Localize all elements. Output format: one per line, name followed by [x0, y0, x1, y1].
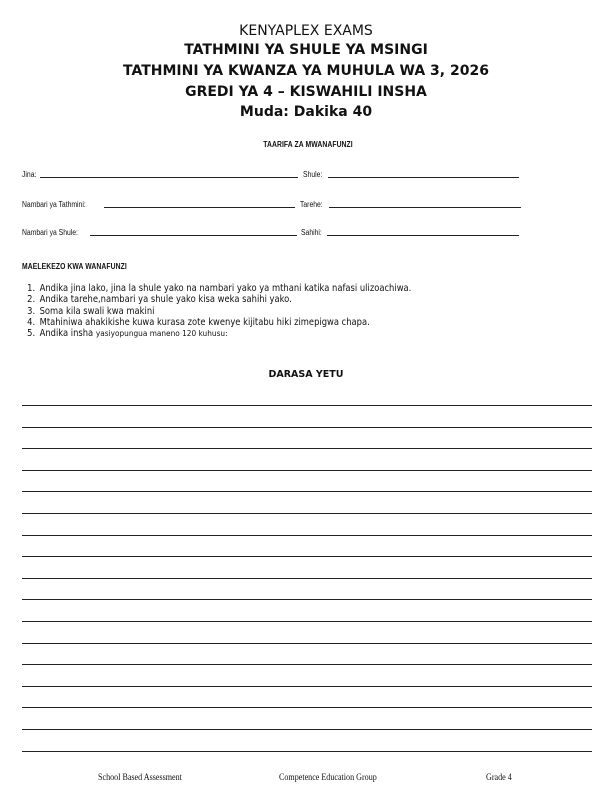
exam-level-title: TATHMINI YA SHULE YA MSINGI — [184, 42, 428, 58]
exam-organization: KENYAPLEX EXAMS — [239, 23, 373, 39]
footer-right: Grade 4 — [486, 773, 512, 783]
instruction-item: 4. Mtahiniwa ahakikishe kuwa kurasa zote kwenye kijitabu hiki zimepigwa chapa. — [38, 317, 412, 328]
writing-line[interactable] — [22, 405, 592, 406]
exam-number-label: Nambari ya Tathmini: — [22, 200, 86, 209]
writing-line[interactable] — [22, 599, 592, 600]
school-label: Shule: — [303, 170, 323, 179]
writing-line[interactable] — [22, 427, 592, 428]
writing-line[interactable] — [22, 535, 592, 536]
instruction-text-small: yasiyopungua maneno 120 kuhusu: — [95, 328, 228, 339]
date-label: Tarehe: — [300, 200, 323, 209]
name-label: Jina: — [22, 170, 37, 179]
footer-center: Competence Education Group — [279, 773, 377, 783]
school-number-field[interactable] — [90, 235, 297, 236]
writing-line[interactable] — [22, 556, 592, 557]
exam-subject-title: GREDI YA 4 – KISWAHILI INSHA — [185, 84, 427, 100]
writing-line[interactable] — [22, 621, 592, 622]
student-info-heading: TAARIFA ZA MWANAFUNZI — [263, 140, 353, 149]
essay-topic-title: DARASA YETU — [268, 369, 344, 380]
name-field[interactable] — [40, 177, 298, 178]
writing-line[interactable] — [22, 578, 592, 579]
instruction-text: Andika insha — [39, 328, 96, 340]
school-field[interactable] — [328, 177, 519, 178]
exam-term-title: TATHMINI YA KWANZA YA MUHULA WA 3, 2026 — [123, 63, 489, 79]
signature-label: Sahihi: — [301, 228, 322, 237]
exam-duration: Muda: Dakika 40 — [239, 104, 373, 120]
writing-line[interactable] — [22, 707, 592, 708]
writing-line[interactable] — [22, 729, 592, 730]
instructions-list — [18, 283, 411, 339]
instruction-item: 2. Andika tarehe,nambari ya shule yako kisa weka sahihi yako. — [38, 294, 412, 305]
instruction-item: 1. Andika jina lako, jina la shule yako na nambari yako ya mthani katika nafasi ulizoachiwa. — [38, 283, 412, 294]
writing-line[interactable] — [22, 470, 592, 471]
writing-line[interactable] — [22, 448, 592, 449]
date-field[interactable] — [329, 207, 521, 208]
instruction-item: 3. Soma kila swali kwa makini — [38, 306, 412, 317]
signature-field[interactable] — [327, 235, 519, 236]
writing-line[interactable] — [22, 643, 592, 644]
school-number-label: Nambari ya Shule: — [22, 228, 78, 237]
instruction-item — [38, 328, 412, 339]
writing-line[interactable] — [22, 686, 592, 687]
writing-line[interactable] — [22, 491, 592, 492]
writing-line[interactable] — [22, 751, 592, 752]
footer-left: School Based Assessment — [98, 773, 182, 783]
exam-number-field[interactable] — [104, 207, 295, 208]
writing-line[interactable] — [22, 664, 592, 665]
writing-line[interactable] — [22, 513, 592, 514]
instructions-heading: MAELEKEZO KWA WANAFUNZI — [22, 262, 127, 271]
